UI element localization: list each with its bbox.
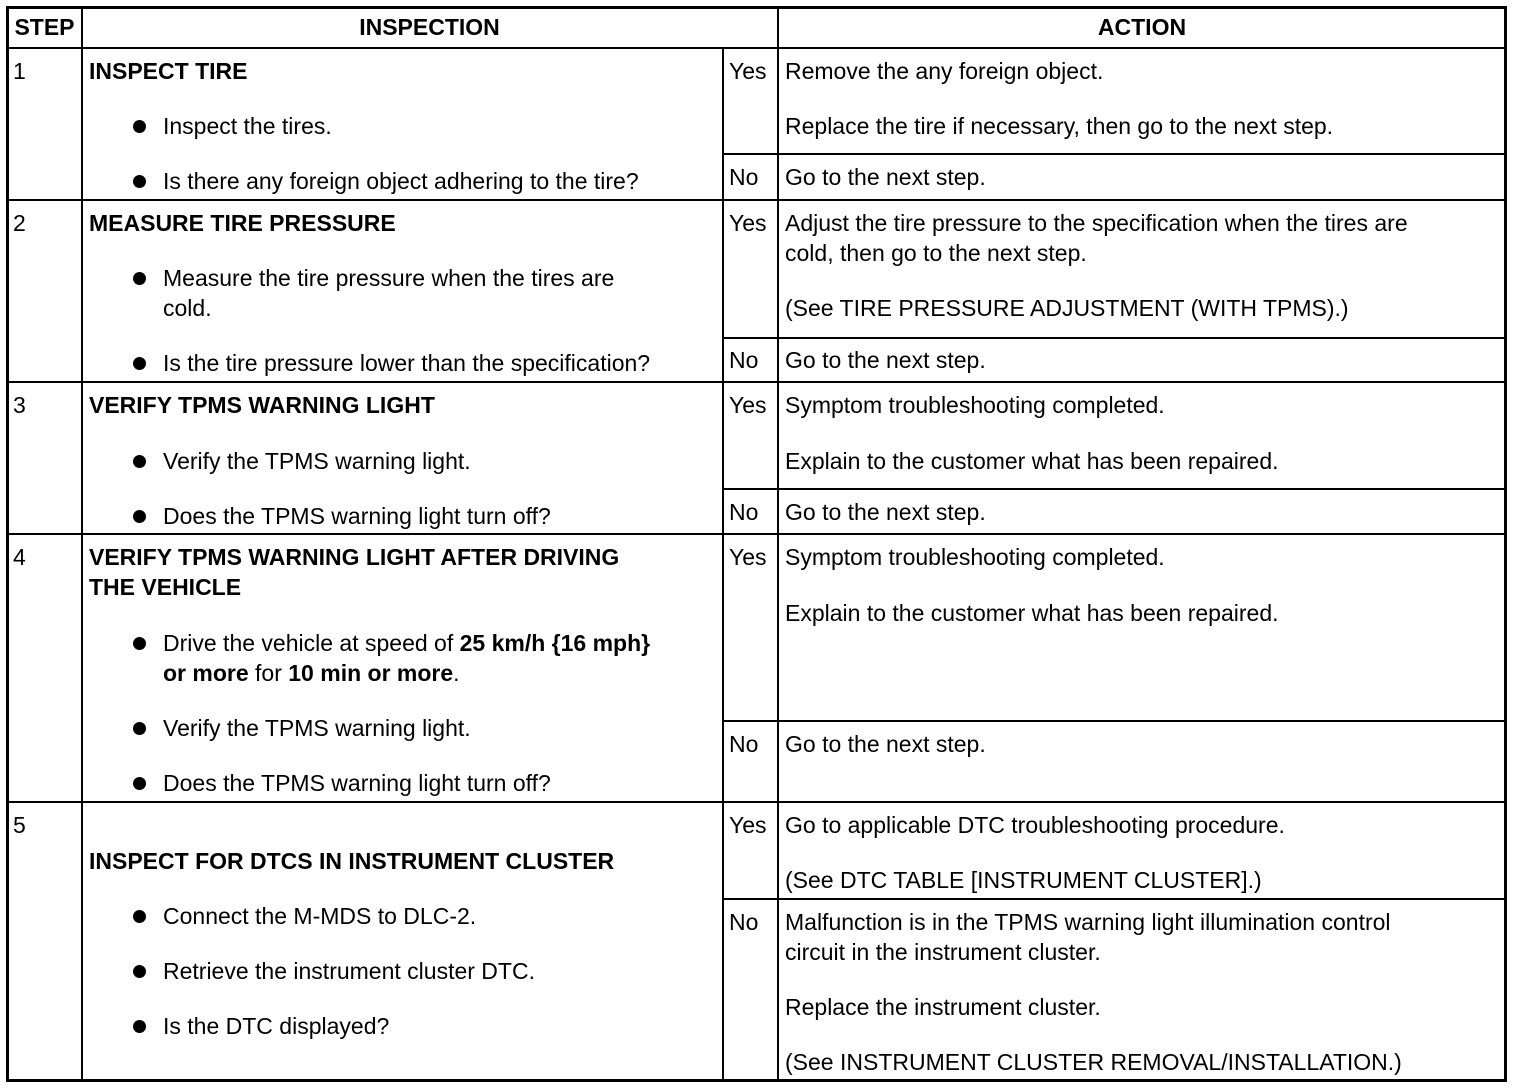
action-text: Symptom troubleshooting completed.	[785, 544, 1165, 570]
yes-no-divider	[723, 337, 1507, 339]
column-divider	[722, 47, 724, 1082]
step-number: 2	[13, 210, 26, 236]
action-reference: (See INSTRUMENT CLUSTER REMOVAL/INSTALLATION.)	[785, 1049, 1402, 1075]
action-text: Go to the next step.	[785, 499, 986, 525]
inspection-bullet: cold.	[163, 295, 212, 321]
inspection-bullet: Retrieve the instrument cluster DTC.	[163, 958, 535, 984]
no-label: No	[729, 347, 759, 373]
action-text: Symptom troubleshooting completed.	[785, 392, 1165, 418]
inspection-bullet: Does the TPMS warning light turn off?	[163, 503, 551, 529]
no-label: No	[729, 909, 759, 935]
bullet-icon	[133, 910, 146, 923]
inspection-bullet: or more for 10 min or more.	[163, 660, 460, 686]
bullet-icon	[133, 1020, 146, 1033]
step-title: THE VEHICLE	[89, 574, 242, 600]
header-inspection: INSPECTION	[359, 14, 500, 40]
action-text: Go to the next step.	[785, 164, 986, 190]
step-title: VERIFY TPMS WARNING LIGHT AFTER DRIVING	[89, 544, 620, 570]
inspection-bullet: Inspect the tires.	[163, 113, 332, 139]
action-text: Explain to the customer what has been repaired.	[785, 448, 1279, 474]
bullet-icon	[133, 637, 146, 650]
step-number: 5	[13, 812, 26, 838]
step-title: MEASURE TIRE PRESSURE	[89, 210, 396, 236]
bullet-icon	[133, 455, 146, 468]
step-number: 3	[13, 392, 26, 418]
bullet-icon	[133, 777, 146, 790]
inspection-bullet: Is there any foreign object adhering to the tire?	[163, 168, 639, 194]
header-step: STEP	[14, 14, 75, 40]
bullet-icon	[133, 510, 146, 523]
action-text: Explain to the customer what has been repaired.	[785, 600, 1279, 626]
action-reference: (See TIRE PRESSURE ADJUSTMENT (WITH TPMS).)	[785, 295, 1349, 321]
inspection-bullet: Does the TPMS warning light turn off?	[163, 770, 551, 796]
yes-label: Yes	[729, 58, 767, 84]
yes-label: Yes	[729, 210, 767, 236]
inspection-bullet: Is the DTC displayed?	[163, 1013, 390, 1039]
inspection-bullet: Drive the vehicle at speed of 25 km/h {16 mph}	[163, 630, 651, 656]
yes-label: Yes	[729, 812, 767, 838]
step-title: INSPECT FOR DTCS IN INSTRUMENT CLUSTER	[89, 848, 615, 874]
column-divider	[777, 6, 779, 1082]
bullet-icon	[133, 272, 146, 285]
action-text: cold, then go to the next step.	[785, 240, 1087, 266]
yes-no-divider	[723, 898, 1507, 900]
action-text: circuit in the instrument cluster.	[785, 939, 1101, 965]
action-text: Go to the next step.	[785, 347, 986, 373]
action-text: Remove the any foreign object.	[785, 58, 1104, 84]
yes-label: Yes	[729, 544, 767, 570]
inspection-bullet: Measure the tire pressure when the tires are	[163, 265, 615, 291]
header-action: ACTION	[1097, 14, 1187, 40]
inspection-bullet: Connect the M-MDS to DLC-2.	[163, 903, 477, 929]
yes-label: Yes	[729, 392, 767, 418]
no-label: No	[729, 164, 759, 190]
bullet-icon	[133, 120, 146, 133]
bullet-icon	[133, 175, 146, 188]
column-divider	[81, 6, 83, 1082]
action-text: Go to applicable DTC troubleshooting procedure.	[785, 812, 1285, 838]
action-text: Malfunction is in the TPMS warning light illumination control	[785, 909, 1391, 935]
step-title: INSPECT TIRE	[89, 58, 248, 84]
row-divider	[6, 533, 1507, 535]
no-label: No	[729, 731, 759, 757]
action-text: Replace the instrument cluster.	[785, 994, 1101, 1020]
action-text: Replace the tire if necessary, then go to the next step.	[785, 113, 1334, 139]
yes-no-divider	[723, 488, 1507, 490]
inspection-bullet: Verify the TPMS warning light.	[163, 715, 471, 741]
no-label: No	[729, 499, 759, 525]
yes-no-divider	[723, 153, 1507, 155]
step-title: VERIFY TPMS WARNING LIGHT	[89, 392, 435, 418]
action-reference: (See DTC TABLE [INSTRUMENT CLUSTER].)	[785, 867, 1262, 893]
row-divider	[6, 801, 1507, 803]
action-text: Go to the next step.	[785, 731, 986, 757]
bullet-icon	[133, 965, 146, 978]
row-divider	[6, 199, 1507, 201]
bullet-icon	[133, 722, 146, 735]
header-divider	[6, 47, 1507, 49]
step-number: 4	[13, 544, 26, 570]
row-divider	[6, 381, 1507, 383]
inspection-bullet: Verify the TPMS warning light.	[163, 448, 471, 474]
bullet-icon	[133, 357, 146, 370]
action-text: Adjust the tire pressure to the specification when the tires are	[785, 210, 1408, 236]
step-number: 1	[13, 58, 26, 84]
inspection-bullet: Is the tire pressure lower than the specification?	[163, 350, 651, 376]
yes-no-divider	[723, 720, 1507, 722]
